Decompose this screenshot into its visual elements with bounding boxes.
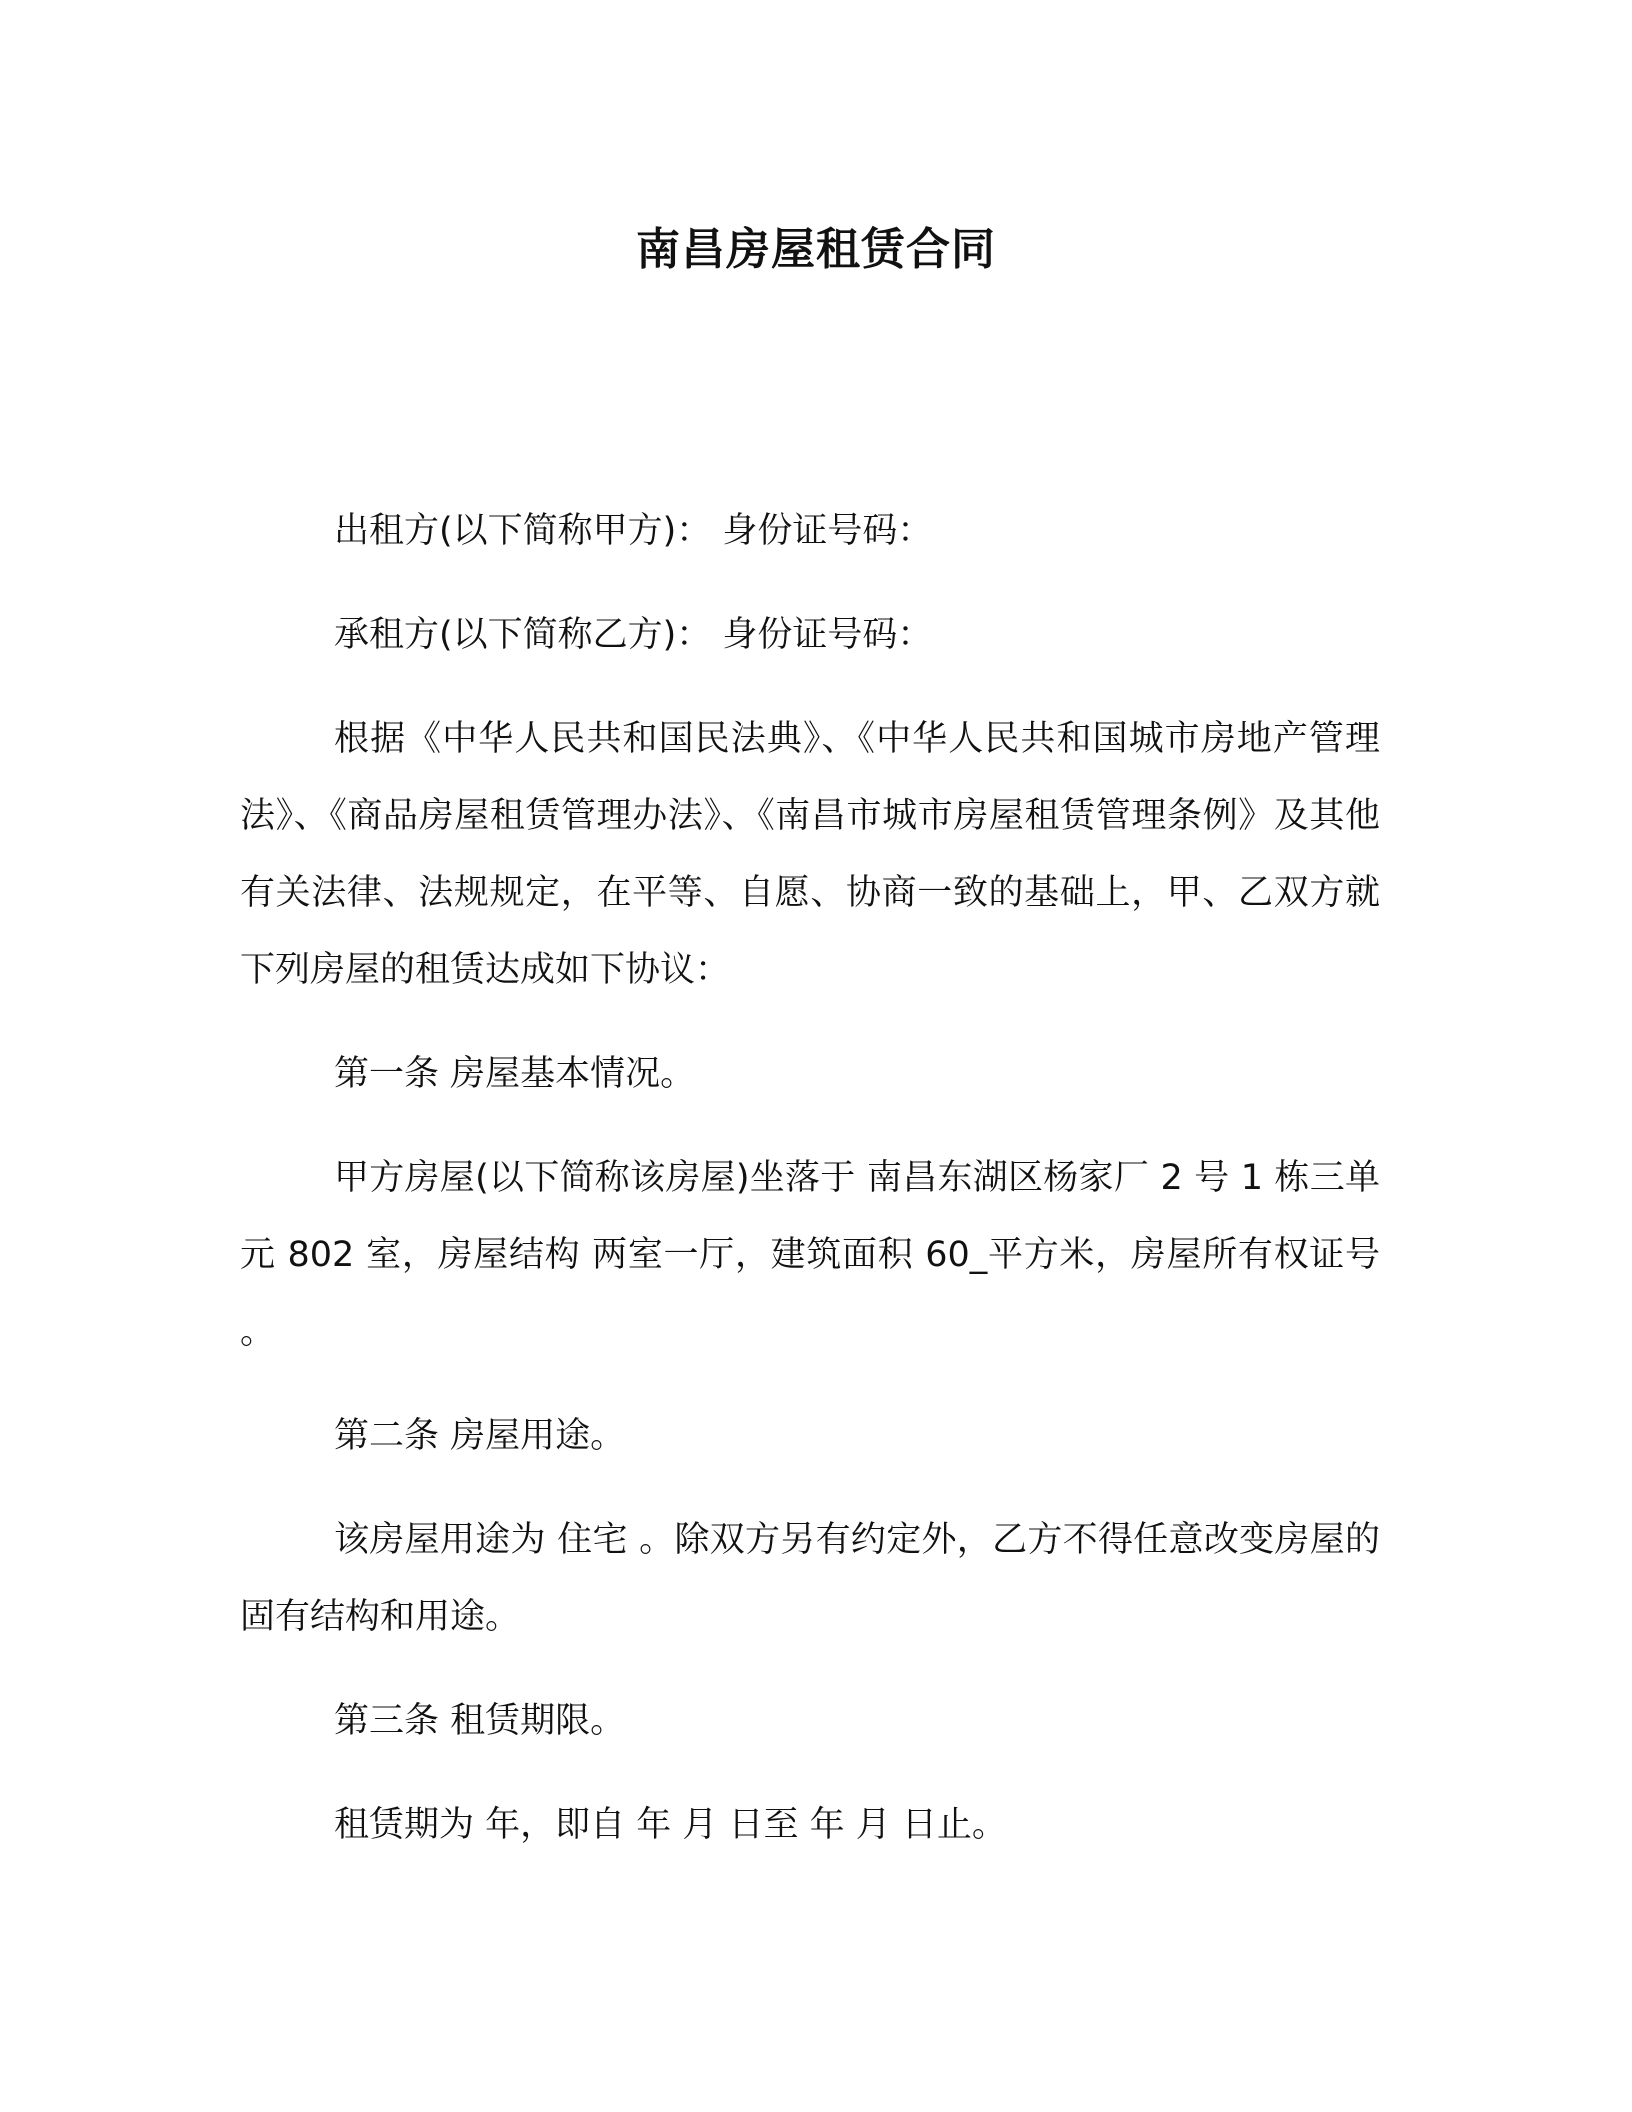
document-body (240, 493, 1380, 1864)
lessor-line: 出租方(以下简称甲方)： 身份证号码： (334, 511, 933, 551)
article-3-heading: 第三条 租赁期限。 (334, 1701, 626, 1741)
article-1-heading: 第一条 房屋基本情况。 (334, 1054, 696, 1094)
preamble-paragraph: 根据《中华人民共和国民法典》、《中华人民共和国城市房地产管理法》、《商品房屋租赁管理办法》、《南昌市城市房屋租赁管理条例》及其他有关法律、法规规定，在平等、自愿、协商一致的基础上，甲、乙双方就下列房屋的租赁达成如下协议： (240, 719, 1380, 990)
article-2-heading: 第二条 房屋用途。 (334, 1416, 626, 1456)
article-1-text: 甲方房屋(以下简称该房屋)坐落于 南昌东湖区杨家厂 2 号 1 栋三单元 802 室，房屋结构 两室一厅，建筑面积 60_平方米，房屋所有权证号 。 (240, 1158, 1380, 1352)
article-3-text: 租赁期为 年，即自 年 月 日至 年 月 日止。 (334, 1805, 1007, 1845)
lessee-line: 承租方(以下简称乙方)： 身份证号码： (334, 615, 933, 655)
article-2-text: 该房屋用途为 住宅 。除双方另有约定外，乙方不得任意改变房屋的固有结构和用途。 (240, 1520, 1380, 1637)
document-title: 南昌房屋租赁合同 (636, 224, 996, 275)
